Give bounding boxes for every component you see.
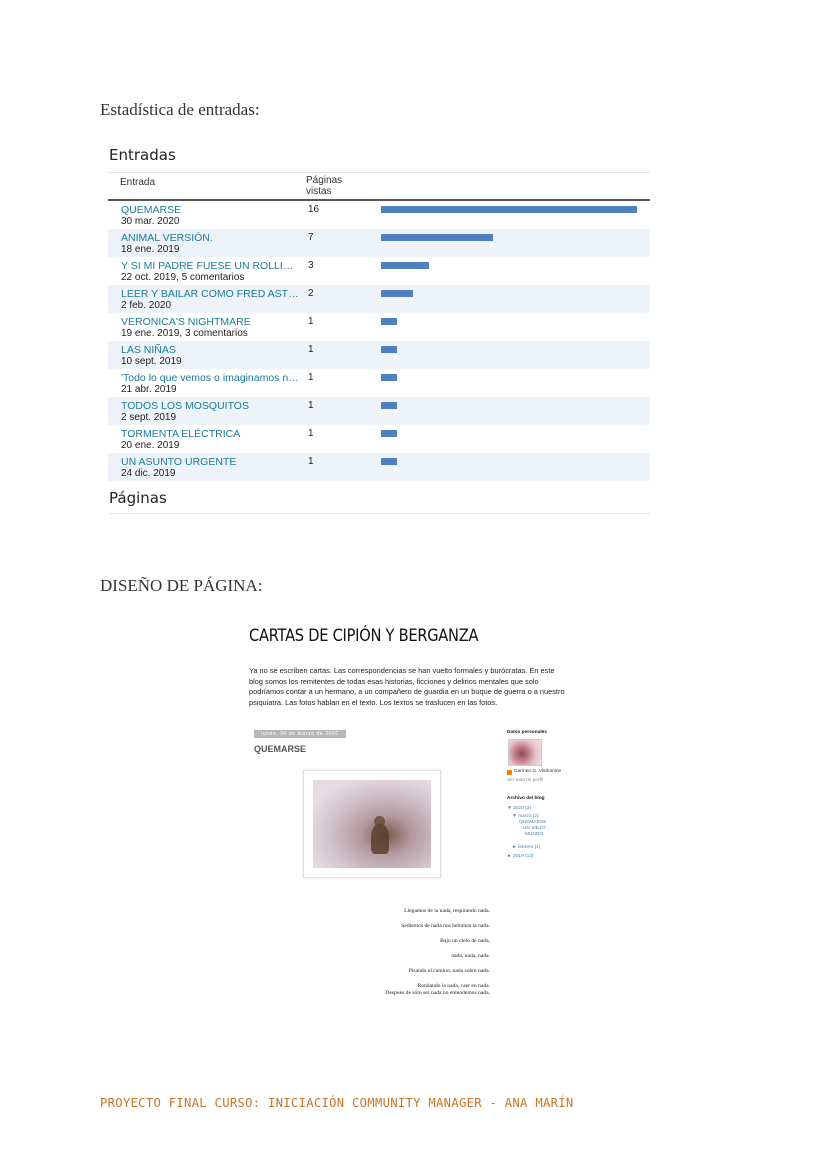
entry-views: 1: [308, 456, 314, 467]
entry-views: 3: [308, 260, 314, 271]
views-bar: [381, 206, 637, 213]
views-bar: [381, 346, 397, 353]
archive-month-marzo[interactable]: ▼ marzo (2): [512, 814, 539, 819]
table-row: [108, 453, 650, 481]
archive-title: Archivo del blog: [507, 796, 545, 801]
poem-line: Sedientos de nada nos bebimos la nada.: [401, 923, 490, 929]
entry-date: 22 oct. 2019, 5 comentarios: [121, 272, 245, 283]
table-row: [108, 229, 650, 257]
design-heading: DISEÑO DE PÁGINA:: [100, 576, 263, 595]
post-poem: [352, 908, 490, 997]
entry-title-link[interactable]: 'Todo lo que vemos o imaginamos n…: [121, 372, 299, 384]
poem-line: Después de sólo ser nada no entendemos nada.: [385, 990, 490, 996]
archive-month-febrero[interactable]: ► febrero (1): [512, 845, 541, 850]
profile-link[interactable]: Ver todo mi perfil: [507, 778, 543, 783]
entry-date: 2 feb. 2020: [121, 300, 172, 311]
views-bar: [381, 318, 397, 325]
archive-year-2020[interactable]: ▼ 2020 (3): [507, 806, 531, 811]
post-title[interactable]: QUEMARSE: [254, 744, 307, 754]
entry-date: 20 ene. 2019: [121, 440, 180, 451]
entry-date: 24 dic. 2019: [121, 468, 176, 479]
entry-date: 10 sept. 2019: [121, 356, 182, 367]
avatar[interactable]: [508, 739, 542, 766]
entry-title-link[interactable]: UN ASUNTO URGENTE: [121, 456, 237, 468]
views-bar: [381, 458, 397, 465]
views-bar: [381, 402, 397, 409]
entries-stats-panel: [108, 146, 650, 514]
entry-views: 1: [308, 344, 314, 355]
entry-date: 21 abr. 2019: [121, 384, 177, 395]
table-row: [108, 341, 650, 369]
post-photo[interactable]: [313, 780, 431, 868]
table-row: [108, 201, 650, 229]
entry-views: 2: [308, 288, 314, 299]
stats-rows: [108, 201, 650, 481]
photo-figure-body: [371, 824, 389, 854]
pages-section-title: Páginas: [109, 489, 650, 514]
post-photo-frame: [303, 770, 441, 878]
entry-title-link[interactable]: VERONICA'S NIGHTMARE: [121, 316, 251, 328]
table-row: [108, 425, 650, 453]
entry-title-link[interactable]: LEER Y BAILAR COMO FRED AST…: [121, 288, 299, 300]
entry-title-link[interactable]: TORMENTA ELÉCTRICA: [121, 428, 241, 440]
table-row: [108, 397, 650, 425]
views-bar: [381, 374, 397, 381]
column-entry-header: Entrada: [120, 177, 156, 188]
poem-line: Pisando el camino, nada sobre nada.: [408, 968, 490, 974]
blog-title[interactable]: CARTAS DE CIPIÓN Y BERGANZA: [249, 626, 479, 646]
poem-line: Bajo un cielo de nada,: [440, 938, 490, 944]
entry-date: 18 ene. 2019: [121, 244, 180, 255]
entries-section-title: Entradas: [109, 146, 176, 164]
entry-views: 1: [308, 316, 314, 327]
document-footer: PROYECTO FINAL CURSO: INICIACIÓN COMMUNITY MANAGER - ANA MARÍN: [100, 1096, 574, 1110]
entry-date: 19 ene. 2019, 3 comentarios: [121, 328, 248, 339]
archive-post-link[interactable]: QUEMARSE: [519, 820, 547, 825]
author-line: [507, 769, 577, 775]
blog-preview: [232, 612, 584, 1014]
blogger-icon: [507, 770, 512, 775]
archive-post-link[interactable]: UN VIEJO MUNDO: [522, 826, 546, 837]
entry-views: 1: [308, 428, 314, 439]
table-row: [108, 313, 650, 341]
entry-title-link[interactable]: LAS NIÑAS: [121, 344, 176, 356]
poem-line: nada, nada, nada.: [451, 953, 490, 959]
entry-date: 30 mar. 2020: [121, 216, 180, 227]
entry-views: 1: [308, 372, 314, 383]
stats-heading: Estadística de entradas:: [100, 100, 260, 119]
entry-views: 1: [308, 400, 314, 411]
column-views-header: Páginas vistas: [306, 175, 343, 197]
table-row: [108, 369, 650, 397]
author-name[interactable]: Carmen G. Vlsdomine: [514, 769, 562, 774]
entry-title-link[interactable]: Y SI MI PADRE FUESE UN ROLLI…: [121, 260, 294, 272]
views-bar: [381, 290, 413, 297]
post-date: lunes, 30 de marzo de 2020: [254, 730, 346, 738]
profile-title: Datos personales: [507, 730, 547, 735]
poem-line: Rondando la nada, caer en nada.: [417, 983, 490, 989]
entry-date: 2 sept. 2019: [121, 412, 177, 423]
stats-table-header: [108, 172, 650, 201]
poem-line: Llegamos de la nada, respirando nada.: [404, 908, 490, 914]
table-row: [108, 285, 650, 313]
views-bar: [381, 262, 429, 269]
blog-description: Ya no se escriben cartas. Las correspondencias se han vuelto formales y burócratas. En este blog somos los remitentes de todas esas historias, ficciones y delirios mentales que solo podríamos contar a un hermano, a un compañero de guardia en un buque de guerra o a nuestro psiquiatra. Las fotos hablan en el texto. Los textos se traslucen en las fotos.: [249, 666, 565, 707]
archive-year-2019[interactable]: ► 2019 (13): [507, 854, 534, 859]
views-bar: [381, 234, 493, 241]
entry-views: 7: [308, 232, 314, 243]
entry-title-link[interactable]: ANIMAL VERSIÓN.: [121, 232, 213, 244]
table-row: [108, 257, 650, 285]
entry-title-link[interactable]: TODOS LOS MOSQUITOS: [121, 400, 249, 412]
blog-sidebar: [507, 730, 577, 859]
views-bar: [381, 430, 397, 437]
entry-views: 16: [308, 204, 320, 215]
entry-title-link[interactable]: QUEMARSE: [121, 204, 182, 216]
